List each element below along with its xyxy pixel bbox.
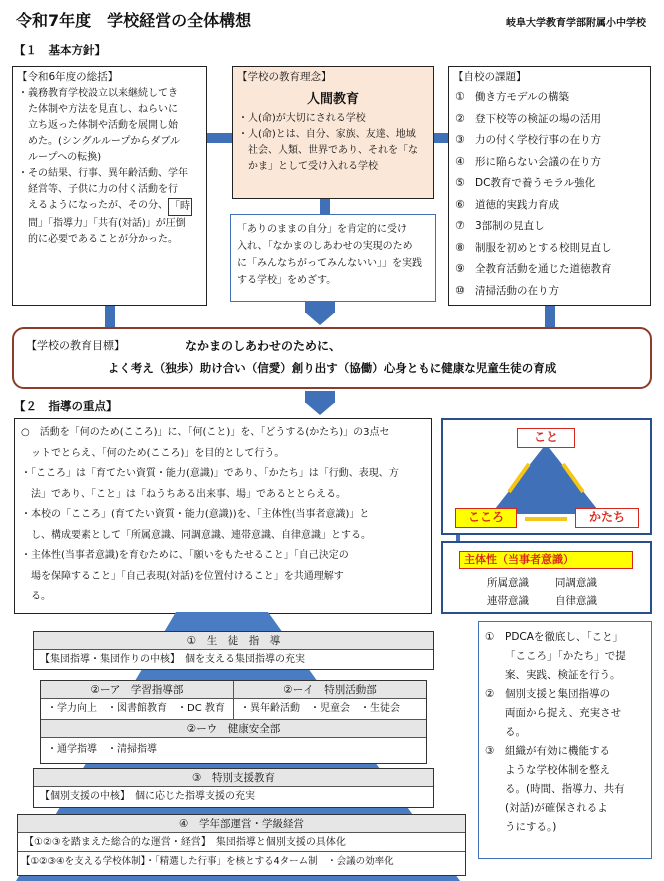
guidance-line: 場を保障すること」「自己表現(対話)を位置付けること」を共通理解す <box>21 570 344 582</box>
vision-line: する学校」をめざす。 <box>237 275 337 286</box>
page-title: 令和7年度 学校経営の全体構想 <box>16 11 252 30</box>
issue-item <box>449 172 650 194</box>
band-body: ・学力向上 ・図書館教育 ・DC 教育 <box>47 703 225 714</box>
element-label: 連帯意識 <box>487 595 529 607</box>
note-line: (対話)が確保されるよ <box>505 802 608 814</box>
koto-label: こと <box>517 428 575 448</box>
arrow-head-1 <box>306 313 334 325</box>
note-line: うにする。) <box>505 821 557 833</box>
band-body: ・通学指導 ・清掃指導 <box>47 744 157 755</box>
summary-line: ・義務教育学校設立以来継続してき <box>18 88 178 99</box>
issue-item <box>449 129 650 151</box>
note-line: PDCAを徹底し、「こと」 <box>505 631 624 643</box>
issues-title: 【自校の課題】 <box>453 71 527 83</box>
katachi-label: かたち <box>575 508 639 528</box>
band-head: ②ーイ 特別活動部 <box>234 681 426 699</box>
note-line: 「こころ」「かたち」で提 <box>505 650 626 662</box>
issue-item <box>449 86 650 108</box>
issue-text: 清掃活動の在り方 <box>475 284 559 297</box>
arrow-head-2 <box>306 403 334 415</box>
connector-summary-goal <box>105 305 115 327</box>
summary-line: えるようになったが、その分、 <box>18 200 168 211</box>
note-item <box>485 685 645 742</box>
band-body: 【①②③を踏まえた総合的な運営・経営】 集団指導と個別支援の具体化 <box>18 833 465 852</box>
issue-text: 制服を初めとする校則見直し <box>475 241 612 254</box>
guidance-line: ○ 活動を「何のため(こころ)」に、「何(こと)」を、「どうする(かたち)」の3点セ <box>21 427 390 438</box>
note-line: る。 <box>505 726 526 738</box>
vision-box <box>230 214 436 302</box>
vision-line: 入れ、「なかまのしあわせの実現のため <box>237 241 413 252</box>
band-student-guidance <box>33 631 434 670</box>
arrow-shaft-1 <box>305 301 335 313</box>
summary-line: めた。(シングルループからダブル <box>18 136 181 147</box>
issue-num: ④ <box>455 154 465 168</box>
triad-diagram <box>441 418 652 535</box>
summary-line: 立ち返った体制や活動を展開し始 <box>18 120 178 131</box>
guidance-line: 法」であり、「こと」は「ねうちある出来事、場」であるととらえる。 <box>21 488 346 500</box>
note-line: る。(時間、指導力、共有 <box>505 783 625 795</box>
vision-line: 「ありのままの自分」を肯定的に受け <box>237 224 407 235</box>
band-head: ③ 特別支援教育 <box>34 769 433 787</box>
issue-num: ⑤ <box>455 176 465 190</box>
band-body: ・異年齢活動 ・児童会 ・生徒会 <box>240 703 400 714</box>
note-line: 組織が有効に機能する <box>505 745 610 757</box>
summary-line: 間」「指導力」「共有(対話)」が圧倒 <box>18 218 186 229</box>
issue-text: 全教育活動を通じた道徳教育 <box>475 263 612 276</box>
issue-text: 力の付く学校行事の在り方 <box>475 134 601 147</box>
issue-item <box>449 258 650 280</box>
note-num: ② <box>485 688 495 700</box>
issue-num: ③ <box>455 133 465 147</box>
philosophy-line: 社会、人類、世界であり、それを「な <box>238 145 418 156</box>
summary-line: 経営等、子供に力の付く活動を行 <box>18 184 178 195</box>
school-name: 岐阜大学教育学部附属小中学校 <box>506 18 646 29</box>
note-item <box>485 742 645 837</box>
triangle-shape <box>491 444 601 514</box>
goal-line1: なかまのしあわせのために、 <box>185 339 342 353</box>
philosophy-line: ・人(命)が大切にされる学校 <box>238 113 366 124</box>
issues-box <box>448 66 651 306</box>
section2-title: 【２ 指導の重点】 <box>14 399 118 413</box>
note-line: 両面から捉え、充実させ <box>505 707 622 719</box>
issue-num: ⑩ <box>455 283 465 297</box>
band-body: 【①②③④を支える学校体制】・「精選した行事」を核とする4ターム制 ・会議の効率化 <box>21 856 394 867</box>
shutaisei-box <box>441 541 652 614</box>
note-line: ような学校体制を整え <box>505 764 610 776</box>
connector-center <box>320 198 330 214</box>
connector-issues-goal <box>545 305 555 327</box>
issue-text: 働き方モデルの構築 <box>475 91 569 104</box>
note-line: 個別支援と集団指導の <box>505 688 610 700</box>
summary-body <box>13 86 206 248</box>
issue-text: DC教育で養うモラル強化 <box>475 177 596 190</box>
summary-line: ・その結果、行事、異年齢活動、学年 <box>18 168 188 179</box>
issue-num: ⑥ <box>455 197 465 211</box>
guidance-line: る。 <box>21 591 51 602</box>
goal-line2: よく考え（独歩）助け合い（信愛）創り出す（協働）心身ともに健康な児童生徒の育成 <box>107 361 557 375</box>
issue-num: ⑧ <box>455 240 465 254</box>
issue-num: ⑨ <box>455 262 465 276</box>
band-body: 【集団指導・集団作りの中核】 個を支える集団指導の充実 <box>40 654 305 665</box>
guidance-line: し、構成要素として「所属意識、同調意識、連帯意識、自律意識」とする。 <box>21 529 371 541</box>
keyword-time-a: 「時 <box>168 198 192 216</box>
element-label: 所属意識 <box>487 577 529 589</box>
issue-item <box>449 108 650 130</box>
issue-num: ⑦ <box>455 219 465 233</box>
philosophy-box <box>232 66 434 199</box>
arrow-shaft-2 <box>305 391 335 403</box>
guidance-line: ・本校の「こころ」(育てたい資質・能力(意識))を、「主体性(当事者意識)」と <box>21 509 370 520</box>
philosophy-title: 【学校の教育理念】 <box>237 71 332 83</box>
note-num: ① <box>485 631 495 643</box>
section1-title: 【１ 基本方針】 <box>14 43 106 57</box>
note-item <box>485 628 645 685</box>
shutaisei-label: 主体性（当事者意識） <box>459 551 633 569</box>
guidance-line: ・「こころ」は「育てたい資質・能力(意識)」であり、「かたち」は「行動、表現、方 <box>21 468 399 479</box>
guidance-line: ットでとらえ、「何のため(こころ)」を目的として行う。 <box>21 447 285 459</box>
issue-text: 道徳的実践力育成 <box>475 198 559 211</box>
summary-box <box>12 66 207 306</box>
issue-item <box>449 237 650 259</box>
band-body: 【個別支援の中核】 個に応じた指導支援の充実 <box>40 791 255 802</box>
notes-box <box>478 621 652 859</box>
band-head: ②ーア 学習指導部 <box>41 681 233 699</box>
issue-text: 3部制の見直し <box>475 220 545 233</box>
philosophy-line: ・人(命)とは、自分、家族、友達、地域 <box>238 129 416 140</box>
issue-text: 形に陥らない会議の在り方 <box>475 155 601 168</box>
goal-box <box>12 327 652 389</box>
issue-num: ② <box>455 111 465 125</box>
element-label: 自律意識 <box>555 595 597 607</box>
band-departments <box>40 680 427 764</box>
summary-line: 的に必要であることが分かった。 <box>18 234 178 245</box>
band-head: ④ 学年部運営・学級経営 <box>18 815 465 833</box>
philosophy-line: かま」として受け入れる学校 <box>238 161 378 172</box>
summary-line: た体制や方法を見直し、ねらいに <box>18 104 178 115</box>
summary-title: 【令和6年度の総括】 <box>17 71 119 83</box>
element-label: 同調意識 <box>555 577 597 589</box>
guidance-line: ・主体性(当事者意識)を育むために、「願いをもたせること」「自己決定の <box>21 550 349 561</box>
issue-num: ① <box>455 90 465 104</box>
guidance-box <box>14 418 432 614</box>
band-special-support <box>33 768 434 808</box>
issue-item <box>449 194 650 216</box>
issue-text: 登下校等の検証の場の活用 <box>475 112 601 125</box>
summary-line: ループへの転換) <box>18 152 102 163</box>
note-num: ③ <box>485 745 495 757</box>
philosophy-heading: 人間教育 <box>306 92 359 107</box>
issue-item <box>449 280 650 302</box>
kokoro-label: こころ <box>455 508 517 528</box>
issue-item <box>449 215 650 237</box>
note-line: 案、実践、検証を行う。 <box>505 669 621 681</box>
band-grade-management <box>17 814 466 876</box>
band-head: ① 生 徒 指 導 <box>34 632 433 650</box>
connector-left <box>205 133 235 143</box>
vision-line: に「みんなちがってみんないい」」を実践 <box>237 258 422 269</box>
band-head: ②ーウ 健康安全部 <box>41 720 426 738</box>
issue-item <box>449 151 650 173</box>
goal-title: 【学校の教育目標】 <box>26 339 125 352</box>
